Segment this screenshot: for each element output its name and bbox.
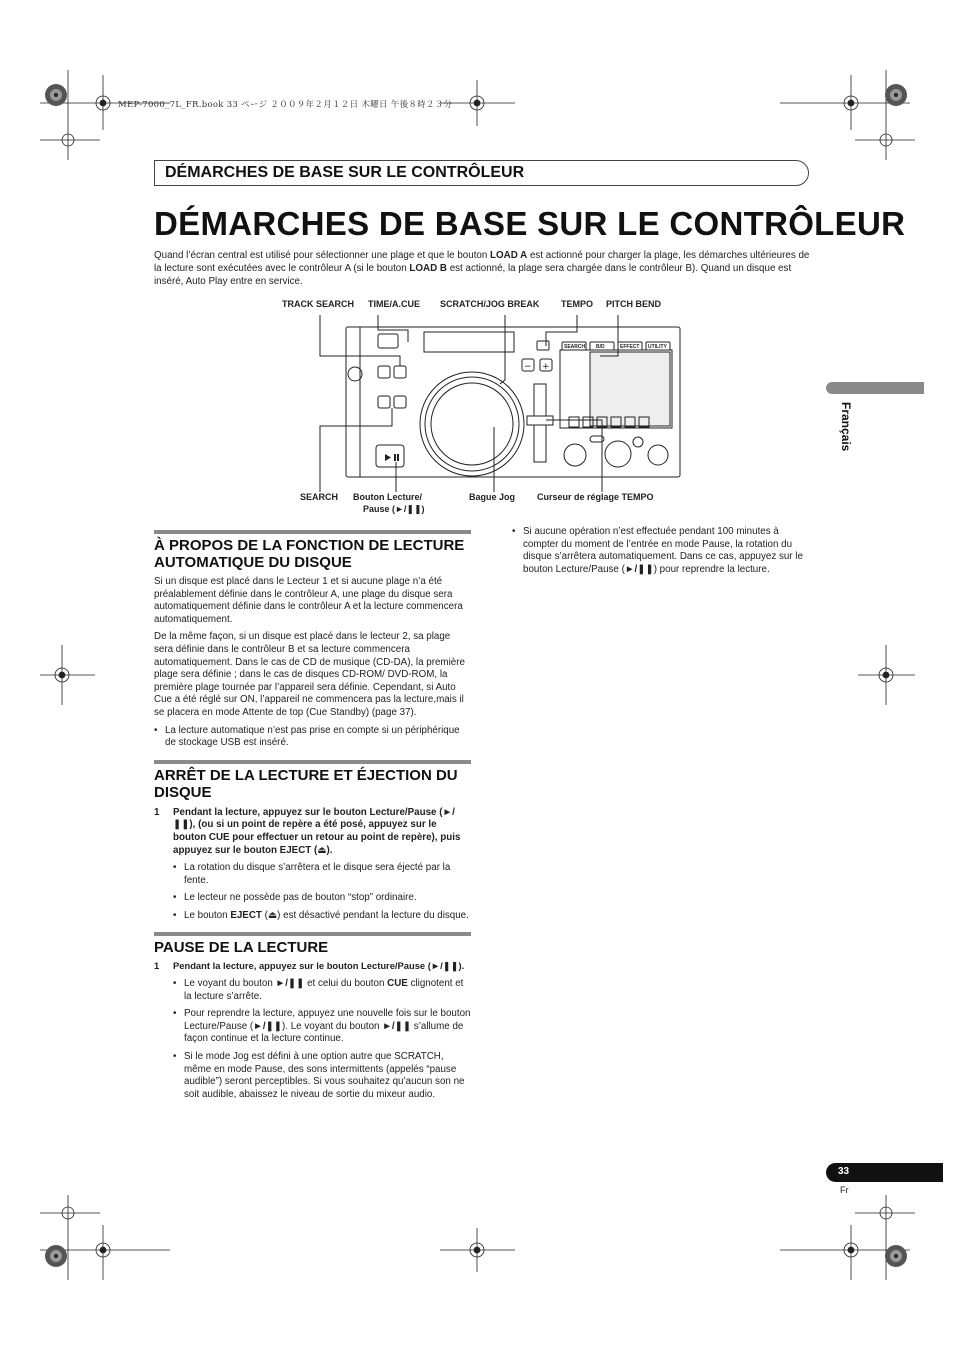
- label-tempo-slider: Curseur de réglage TEMPO: [537, 492, 654, 502]
- section-rule: [154, 932, 471, 936]
- page-language: Fr: [840, 1185, 849, 1195]
- device-button-utility: UTILITY: [648, 344, 667, 350]
- stop-eject-bullet-1: • La rotation du disque s’arrêtera et le disque sera éjecté par la fente.: [173, 862, 471, 887]
- pause-bullet-1: • Le voyant du bouton ►/❚❚ et celui du bouton CUE clignotent et la lecture s’arrête.: [173, 978, 471, 1003]
- language-tab: [826, 382, 924, 394]
- device-button-bd: B/D: [596, 344, 605, 350]
- section-header-bar: [154, 160, 809, 186]
- label-scratch-jog-break: SCRATCH/JOG BREAK: [440, 299, 540, 309]
- print-info: MEP-7000_7L_FR.book 33 ページ ２００９年２月１２日 木曜日 午後８時２３分: [118, 100, 453, 110]
- controller-illustration: [300, 312, 690, 492]
- label-pitch-bend: PITCH BEND: [606, 299, 662, 309]
- page-number: 33: [838, 1166, 850, 1177]
- label-track-search: TRACK SEARCH: [282, 299, 354, 309]
- label-time-acue: TIME/A.CUE: [368, 299, 421, 309]
- stop-eject-step: 1 Pendant la lecture, appuyez sur le bouton Lecture/Pause (►/❚❚), (ou si un point de repère a été posé, appuyez sur le bouton CUE pour effectuer un retour au point de repère), puis appuyez sur le bouton EJECT (⏏).: [154, 806, 461, 856]
- page-title: DÉMARCHES DE BASE SUR LE CONTRÔLEUR: [154, 205, 906, 242]
- device-button-effect: EFFECT: [620, 344, 640, 350]
- section-rule: [154, 760, 471, 764]
- auto-stop-note: • Si aucune opération n’est effectuée pendant 100 minutes à compter du moment de l’entrée en mode Pause, la rotation du disque s’arrêtera automatiquement. Dans ce cas, appuyez sur le bouton Lecture/Pause (►/❚❚) pour reprendre la lecture.: [512, 526, 809, 576]
- left-column: [154, 530, 471, 1106]
- heading-auto-play: À PROPOS DE LA FONCTION DE LECTURE AUTOMATIQUE DU DISQUE: [154, 537, 465, 571]
- stop-eject-bullet-3: • Le bouton EJECT (⏏) est désactivé pendant la lecture du disque.: [173, 910, 471, 923]
- section-header: DÉMARCHES DE BASE SUR LE CONTRÔLEUR: [165, 164, 525, 181]
- svg-text:−: −: [524, 362, 532, 372]
- device-button-search: SEARCH: [564, 344, 586, 350]
- label-search: SEARCH: [300, 492, 339, 502]
- pause-step: 1 Pendant la lecture, appuyez sur le bouton Lecture/Pause (►/❚❚).: [154, 960, 465, 972]
- section-rule: [154, 530, 471, 534]
- auto-play-para-2: De la même façon, si un disque est placé dans le lecteur 2, sa plage sera définie dans le contrôleur B et sa lecture commencera automatiquement. Dans le cas de CD de musique (CD-DA), la première plage sera définie ; dans le cas de disques CD-ROM/ DVD-ROM, la première plage tournée par l’appareil sera définie. Cependant, si Auto Cue a été réglé sur ON, l’appareil ne commencera pas la lecture,mais il se placera en mode Attente de top (Cue Standby) (page 37).: [154, 631, 465, 718]
- auto-play-para-1: Si un disque est placé dans le Lecteur 1 et si aucune plage n’a été préalablement définie dans le contrôleur A, une plage du disque sera automatiquement définie dans le contrôleur A et la lecture commencera automatiquement.: [154, 576, 463, 625]
- heading-pause: PAUSE DE LA LECTURE: [154, 939, 329, 957]
- right-column: [512, 526, 809, 581]
- intro-paragraph: Quand l’écran central est utilisé pour sélectionner une plage et que le bouton LOAD A est actionné pour charger la plage, les démarches ultérieures de la lecture sont exécutées avec le contrôleur A (si le bouton LOAD B est actionné, la plage sera chargée dans le contrôleur B). Quand un disque est inséré, Auto Play entre en service.: [154, 250, 810, 287]
- auto-play-note: • La lecture automatique n’est pas prise en compte si un périphérique de stockage USB est inséré.: [154, 725, 471, 750]
- label-tempo: TEMPO: [561, 299, 594, 309]
- language-label: Français: [839, 402, 853, 452]
- label-play-pause: Pause (►/❚❚): [363, 504, 425, 514]
- pause-bullet-3: • Si le mode Jog est défini à une option autre que SCRATCH, même en mode Pause, des sons intermittents (appelés “pause audible”) seront perceptibles. Si vous souhaitez qu’aucun son ne soit audible, abaissez le niveau de sortie du mixeur audio.: [173, 1051, 471, 1101]
- pause-bullet-2: • Pour reprendre la lecture, appuyez une nouvelle fois sur le bouton Lecture/Pause (►/❚❚). Le voyant du bouton ►/❚❚ s’allume de façon continue et la lecture continue.: [173, 1008, 471, 1046]
- svg-text:+: +: [542, 362, 550, 372]
- stop-eject-bullet-2: • Le lecteur ne possède pas de bouton “stop” ordinaire.: [173, 892, 471, 905]
- heading-stop-eject: ARRÊT DE LA LECTURE ET ÉJECTION DU DISQUE: [154, 766, 458, 801]
- label-play-button: Bouton Lecture/: [353, 492, 422, 502]
- label-jog-ring: Bague Jog: [469, 492, 516, 502]
